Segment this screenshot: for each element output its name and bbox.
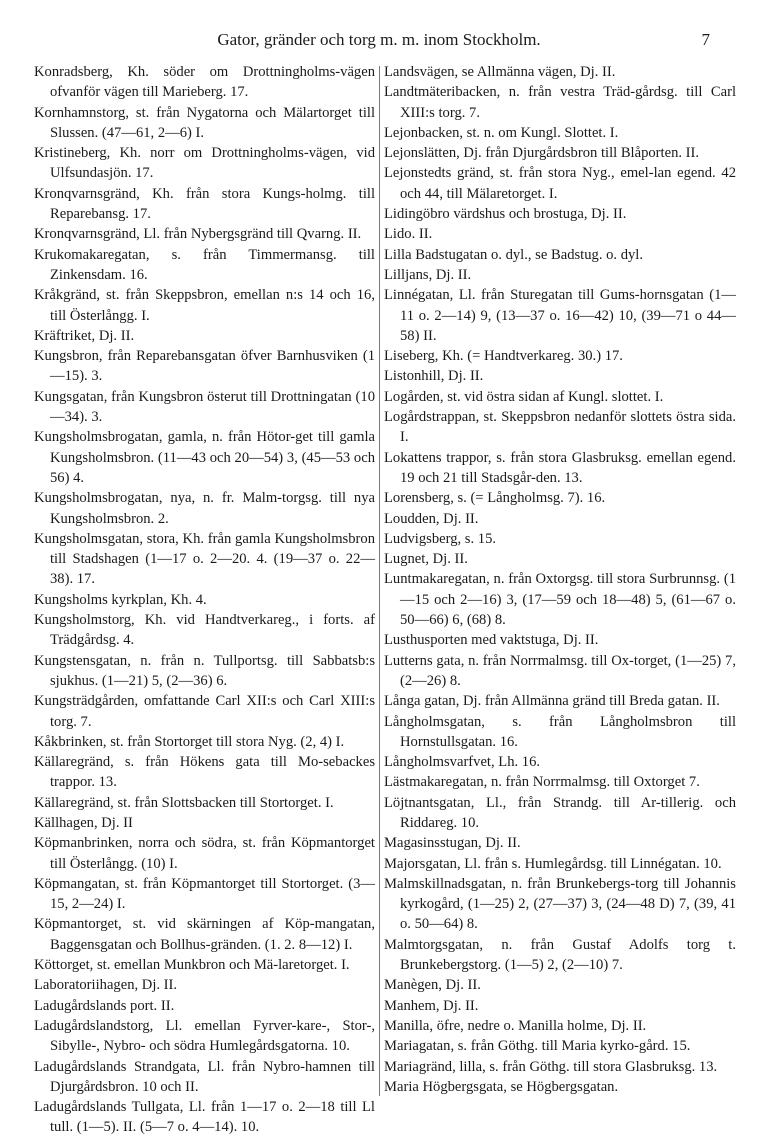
street-entry: Laboratoriihagen, Dj. II. bbox=[34, 977, 178, 994]
street-entry: Ladugårdslandstorg, Ll. emellan Fyrver-kare-, Stor-, Sibylle-, Nybro- och södra Humlegårdsgatorna. 10. bbox=[34, 1017, 375, 1055]
street-entry: Ladugårdslands Tullgata, Ll. från 1—17 o. 2—18 till Ll tull. (1—5). II. (5—7 o. 4—14). 10. bbox=[34, 1099, 375, 1136]
street-entry: Kungsholmsbrogatan, nya, n. fr. Malm-torgsg. till nya Kungsholmsbron. 2. bbox=[34, 490, 375, 527]
right-column bbox=[384, 62, 736, 1097]
street-entry: Köttorget, st. emellan Munkbron och Mä-laretorget. I. bbox=[34, 957, 350, 974]
street-entry: Kräftriket, Dj. II. bbox=[34, 327, 135, 344]
street-entry: Kungsholmsgatan, stora, Kh. från gamla Kungsholmsbron till Stadshagen (1—17 o. 2—20. 4. (19—37 o. 22—38). 17. bbox=[34, 530, 375, 588]
column-divider bbox=[379, 66, 380, 1096]
street-entry: Kristineberg, Kh. norr om Drottningholms-vägen, vid Ulfsundasjön. 17. bbox=[34, 145, 375, 182]
street-entry: Landsvägen, se Allmänna vägen, Dj. II. bbox=[384, 64, 616, 80]
street-entry: Kronqvarnsgränd, Kh. från stora Kungs-holmg. till Reparebansg. 17. bbox=[34, 185, 375, 223]
street-entry: Linnégatan, Ll. från Sturegatan till Gums-hornsgatan (1—11 o. 2—14) 9, (13—37 o. 16—42) 10, (39—71 o 44—58) II. bbox=[384, 287, 736, 344]
street-entry: Lejonbacken, st. n. om Kungl. Slottet. I. bbox=[384, 124, 619, 141]
street-entry: Lejonstedts gränd, st. från stora Nyg., emel-lan egend. 42 och 44, till Mälaretorget. I. bbox=[384, 165, 736, 202]
street-entry: Köpmanbrinken, norra och södra, st. från Köpmantorget till Österlångg. (10) I. bbox=[34, 835, 375, 872]
street-entry: Kungsholmstorg, Kh. vid Handtverkareg., i forts. af Trädgårdsg. 4. bbox=[34, 612, 375, 649]
street-entry: Lido. II. bbox=[384, 226, 433, 243]
page-header bbox=[34, 30, 724, 56]
street-entry: Källaregränd, st. från Slottsbacken till Stortorget. I. bbox=[34, 794, 334, 811]
street-entry: Kungsholms kyrkplan, Kh. 4. bbox=[34, 591, 207, 608]
street-entry: Långa gatan, Dj. från Allmänna gränd till Breda gatan. II. bbox=[384, 693, 720, 710]
street-entry: Lugnet, Dj. II. bbox=[384, 551, 468, 568]
page-number: 7 bbox=[701, 30, 710, 49]
street-entry: Lidingöbro värdshus och brostuga, Dj. II. bbox=[384, 206, 627, 223]
street-entry: Källaregränd, s. från Hökens gata till Mo-sebackes trappor. 13. bbox=[34, 754, 375, 791]
street-entry: Köpmangatan, st. från Köpmantorget till Stortorget. (3—15, 2—24) I. bbox=[34, 875, 375, 913]
street-entry: Krukomakaregatan, s. från Timmermansg. till Zinkensdam. 16. bbox=[34, 246, 375, 283]
street-entry: Köpmantorget, st. vid skärningen af Köp-mangatan, Baggensgatan och Bollhus-gränden. (1. 2. 8—12) I. bbox=[34, 916, 375, 953]
street-entry: Lokattens trappor, s. från stora Glasbruksg. emellan egend. 19 och 21 till Stadsgår-den. 13. bbox=[384, 449, 736, 486]
street-entry: Ladugårdslands Strandgata, Ll. från Nybro-hamnen till Djurgårdsbron. 10 och II. bbox=[34, 1058, 375, 1095]
street-entry: Ladugårdslands port. II. bbox=[34, 997, 175, 1014]
street-entry: Logårdstrappan, st. Skeppsbron nedanför slottets östra sida. I. bbox=[384, 409, 736, 446]
street-entry: Liseberg, Kh. (= Handtverkareg. 30.) 17. bbox=[384, 348, 623, 365]
street-entry: Luntmakaregatan, n. från Oxtorgsg. till stora Surbrunnsg. (1—15 och 2—16) 3, (17—59 och 18—48) 5, (61—67 o. 50—66) 6, (68) 8. bbox=[384, 571, 736, 629]
street-entry: Lutterns gata, n. från Norrmalmsg. till Ox-torget, (1—25) 7, (2—26) 8. bbox=[384, 652, 736, 689]
street-entry: Landtmäteribacken, n. från vestra Träd-gårdsg. till Carl XIII:s torg. 7. bbox=[384, 84, 736, 121]
street-entry: Malmtorgsgatan, n. från Gustaf Adolfs torg t. Brunkebergstorg. (1—5) 2, (2—10) 7. bbox=[384, 936, 736, 974]
street-entry: Magasinsstugan, Dj. II. bbox=[384, 835, 521, 852]
street-entry: Källhagen, Dj. II bbox=[34, 814, 133, 831]
street-entry: Långholmsvarfvet, Lh. 16. bbox=[384, 754, 541, 771]
street-entry: Kungsholmsbrogatan, gamla, n. från Hötor-get till gamla Kungsholmsbron. (11—43 och 20—54) 3, (45—53 och 56) 4. bbox=[34, 429, 375, 486]
left-column bbox=[34, 62, 375, 1138]
street-entry: Lejonslätten, Dj. från Djurgårdsbron till Blåporten. II. bbox=[384, 145, 700, 162]
street-entry: Kungstensgatan, n. från n. Tullportsg. till Sabbatsb:s sjukhus. (1—21) 5, (2—36) 6. bbox=[34, 652, 375, 689]
street-entry: Lilljans, Dj. II. bbox=[384, 266, 472, 283]
street-entry: Listonhill, Dj. II. bbox=[384, 368, 484, 385]
street-entry: Lusthusporten med vaktstuga, Dj. II. bbox=[384, 632, 599, 649]
street-entry: Ludvigsberg, s. 15. bbox=[384, 530, 497, 547]
street-entry: Kungsgatan, från Kungsbron österut till Drottningatan (10—34). 3. bbox=[34, 388, 375, 426]
street-entry: Maria Högbergsgata, se Högbergsgatan. bbox=[384, 1078, 619, 1095]
street-entry: Kungsträdgården, omfattande Carl XII:s och Carl XIII:s torg. 7. bbox=[34, 693, 375, 730]
street-entry: Logården, st. vid östra sidan af Kungl. slottet. I. bbox=[384, 388, 664, 405]
street-entry: Lästmakaregatan, n. från Norrmalmsg. till Oxtorget 7. bbox=[384, 774, 700, 791]
street-entry: Långholmsgatan, s. från Långholmsbron till Hornstullsgatan. 16. bbox=[384, 713, 736, 750]
street-entry: Manègen, Dj. II. bbox=[384, 977, 481, 994]
street-entry: Loudden, Dj. II. bbox=[384, 510, 479, 527]
street-entry: Kråkgränd, st. från Skeppsbron, emellan n:s 14 och 16, till Österlångg. I. bbox=[34, 287, 375, 324]
street-entry: Manilla, öfre, nedre o. Manilla holme, Dj. II. bbox=[384, 1017, 647, 1034]
street-entry: Kornhamnstorg, st. från Nygatorna och Mälartorget till Slussen. (47—61, 2—6) I. bbox=[34, 104, 375, 141]
street-entry: Malmskillnadsgatan, n. från Brunkebergs-torg till Johannis kyrkogård, (1—25) 2, (27—37) 3, (24—48 D) 7, (39, 41 o. 50—64) 8. bbox=[384, 875, 736, 933]
street-entry: Kronqvarnsgränd, Ll. från Nybergsgränd till Qvarng. II. bbox=[34, 226, 362, 243]
street-entry: Manhem, Dj. II. bbox=[384, 997, 479, 1014]
street-entry: Lilla Badstugatan o. dyl., se Badstug. o. dyl. bbox=[384, 246, 644, 263]
street-entry: Kungsbron, från Reparebansgatan öfver Barnhusviken (1—15). 3. bbox=[34, 348, 375, 385]
street-entry: Mariagränd, lilla, s. från Göthg. till stora Glasbruksg. 13. bbox=[384, 1058, 718, 1075]
street-entry: Kåkbrinken, st. från Stortorget till stora Nyg. (2, 4) I. bbox=[34, 733, 345, 750]
street-entry: Löjtnantsgatan, Ll., från Strandg. till Ar-tillerig. och Riddareg. 10. bbox=[384, 794, 736, 831]
street-entry: Konradsberg, Kh. söder om Drottningholms-vägen ofvanför vägen till Marieberg. 17. bbox=[34, 64, 375, 101]
street-entry: Majorsgatan, Ll. från s. Humlegårdsg. till Linnégatan. 10. bbox=[384, 855, 722, 872]
street-entry: Lorensberg, s. (= Långholmsg. 7). 16. bbox=[384, 490, 606, 507]
street-entry: Mariagatan, s. från Göthg. till Maria kyrko-gård. 15. bbox=[384, 1038, 691, 1055]
page-title: Gator, gränder och torg m. m. inom Stockholm. bbox=[217, 30, 541, 49]
